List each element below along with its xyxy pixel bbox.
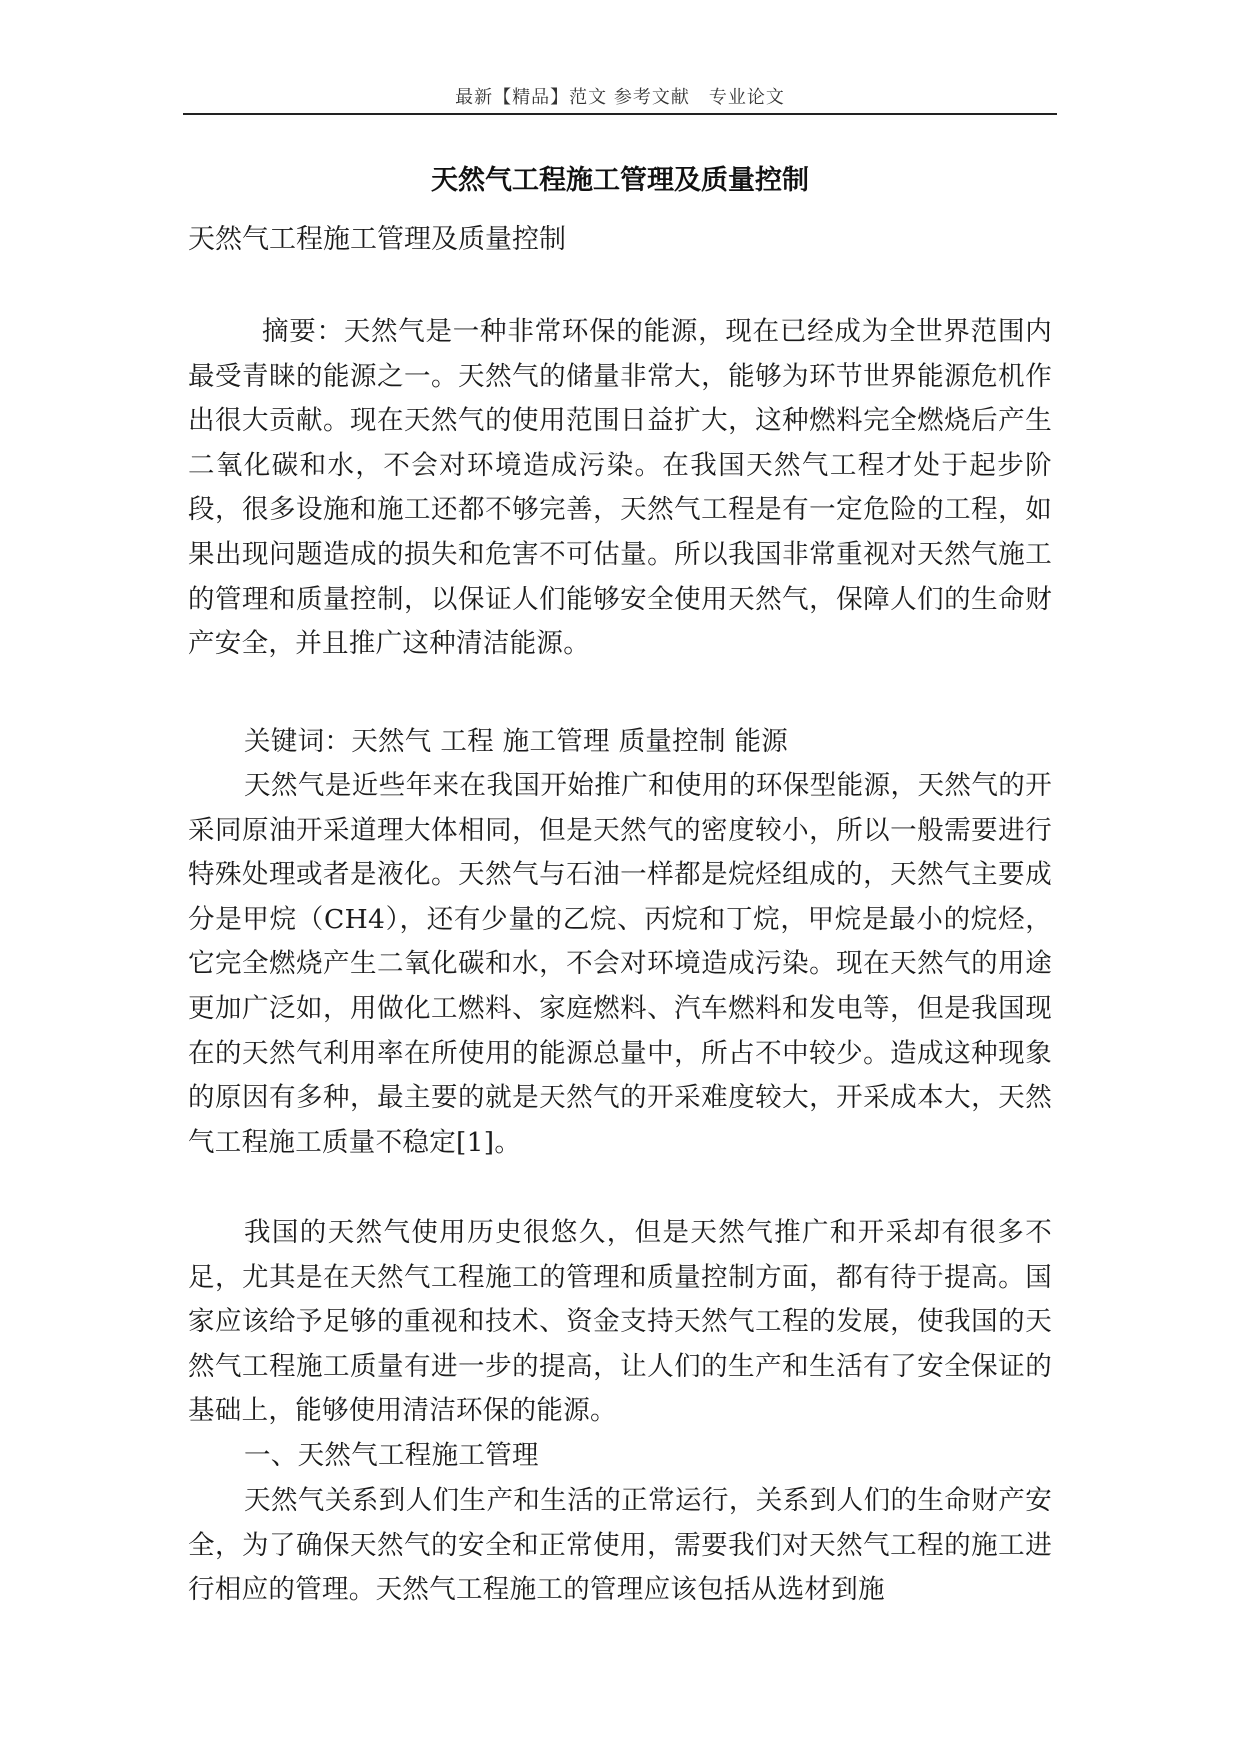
- document-subtitle: 天然气工程施工管理及质量控制: [188, 224, 566, 255]
- header-divider: [183, 113, 1057, 115]
- body-paragraph-1: 天然气是近些年来在我国开始推广和使用的环保型能源，天然气的开采同原油开采道理大体相同，但是天然气的密度较小，所以一般需要进行特殊处理或者是液化。天然气与石油一样都是烷烃组成的，天然气主要成分是甲烷（CH4），还有少量的乙烷、丙烷和丁烷，甲烷是最小的烷烃，它完全燃烧产生二氧化碳和水，不会对环境造成污染。现在天然气的用途更加广泛如，用做化工燃料、家庭燃料、汽车燃料和发电等，但是我国现在的天然气利用率在所使用的能源总量中，所占不中较少。造成这种现象的原因有多种，最主要的就是天然气的开采难度较大，开采成本大，天然气工程施工质量不稳定[1]。: [188, 770, 1052, 1158]
- document-title: 天然气工程施工管理及质量控制: [431, 165, 809, 196]
- abstract-paragraph: 摘要：天然气是一种非常环保的能源，现在已经成为全世界范围内最受青睐的能源之一。天然气的储量非常大，能够为环节世界能源危机作出很大贡献。现在天然气的使用范围日益扩大，这种燃料完全燃烧后产生二氧化碳和水，不会对环境造成污染。在我国天然气工程才处于起步阶段，很多设施和施工还都不够完善，天然气工程是有一定危险的工程，如果出现问题造成的损失和危害不可估量。所以我国非常重视对天然气施工的管理和质量控制，以保证人们能够安全使用天然气，保障人们的生命财产安全，并且推广这种清洁能源。: [188, 316, 1052, 660]
- body-paragraph-2: 我国的天然气使用历史很悠久，但是天然气推广和开采却有很多不足，尤其是在天然气工程施工的管理和质量控制方面，都有待于提高。国家应该给予足够的重视和技术、资金支持天然气工程的发展，使我国的天然气工程施工质量有进一步的提高，让人们的生产和生活有了安全保证的基础上，能够使用清洁环保的能源。: [188, 1217, 1052, 1427]
- section-heading-1: 一、天然气工程施工管理: [244, 1440, 539, 1471]
- keywords-line: 关键词：天然气 工程 施工管理 质量控制 能源: [244, 726, 789, 757]
- page-header: 最新【精品】范文 参考文献 专业论文: [455, 87, 785, 108]
- body-paragraph-3: 天然气关系到人们生产和生活的正常运行，关系到人们的生命财产安全，为了确保天然气的安全和正常使用，需要我们对天然气工程的施工进行相应的管理。天然气工程施工的管理应该包括从选材到施: [188, 1485, 1052, 1606]
